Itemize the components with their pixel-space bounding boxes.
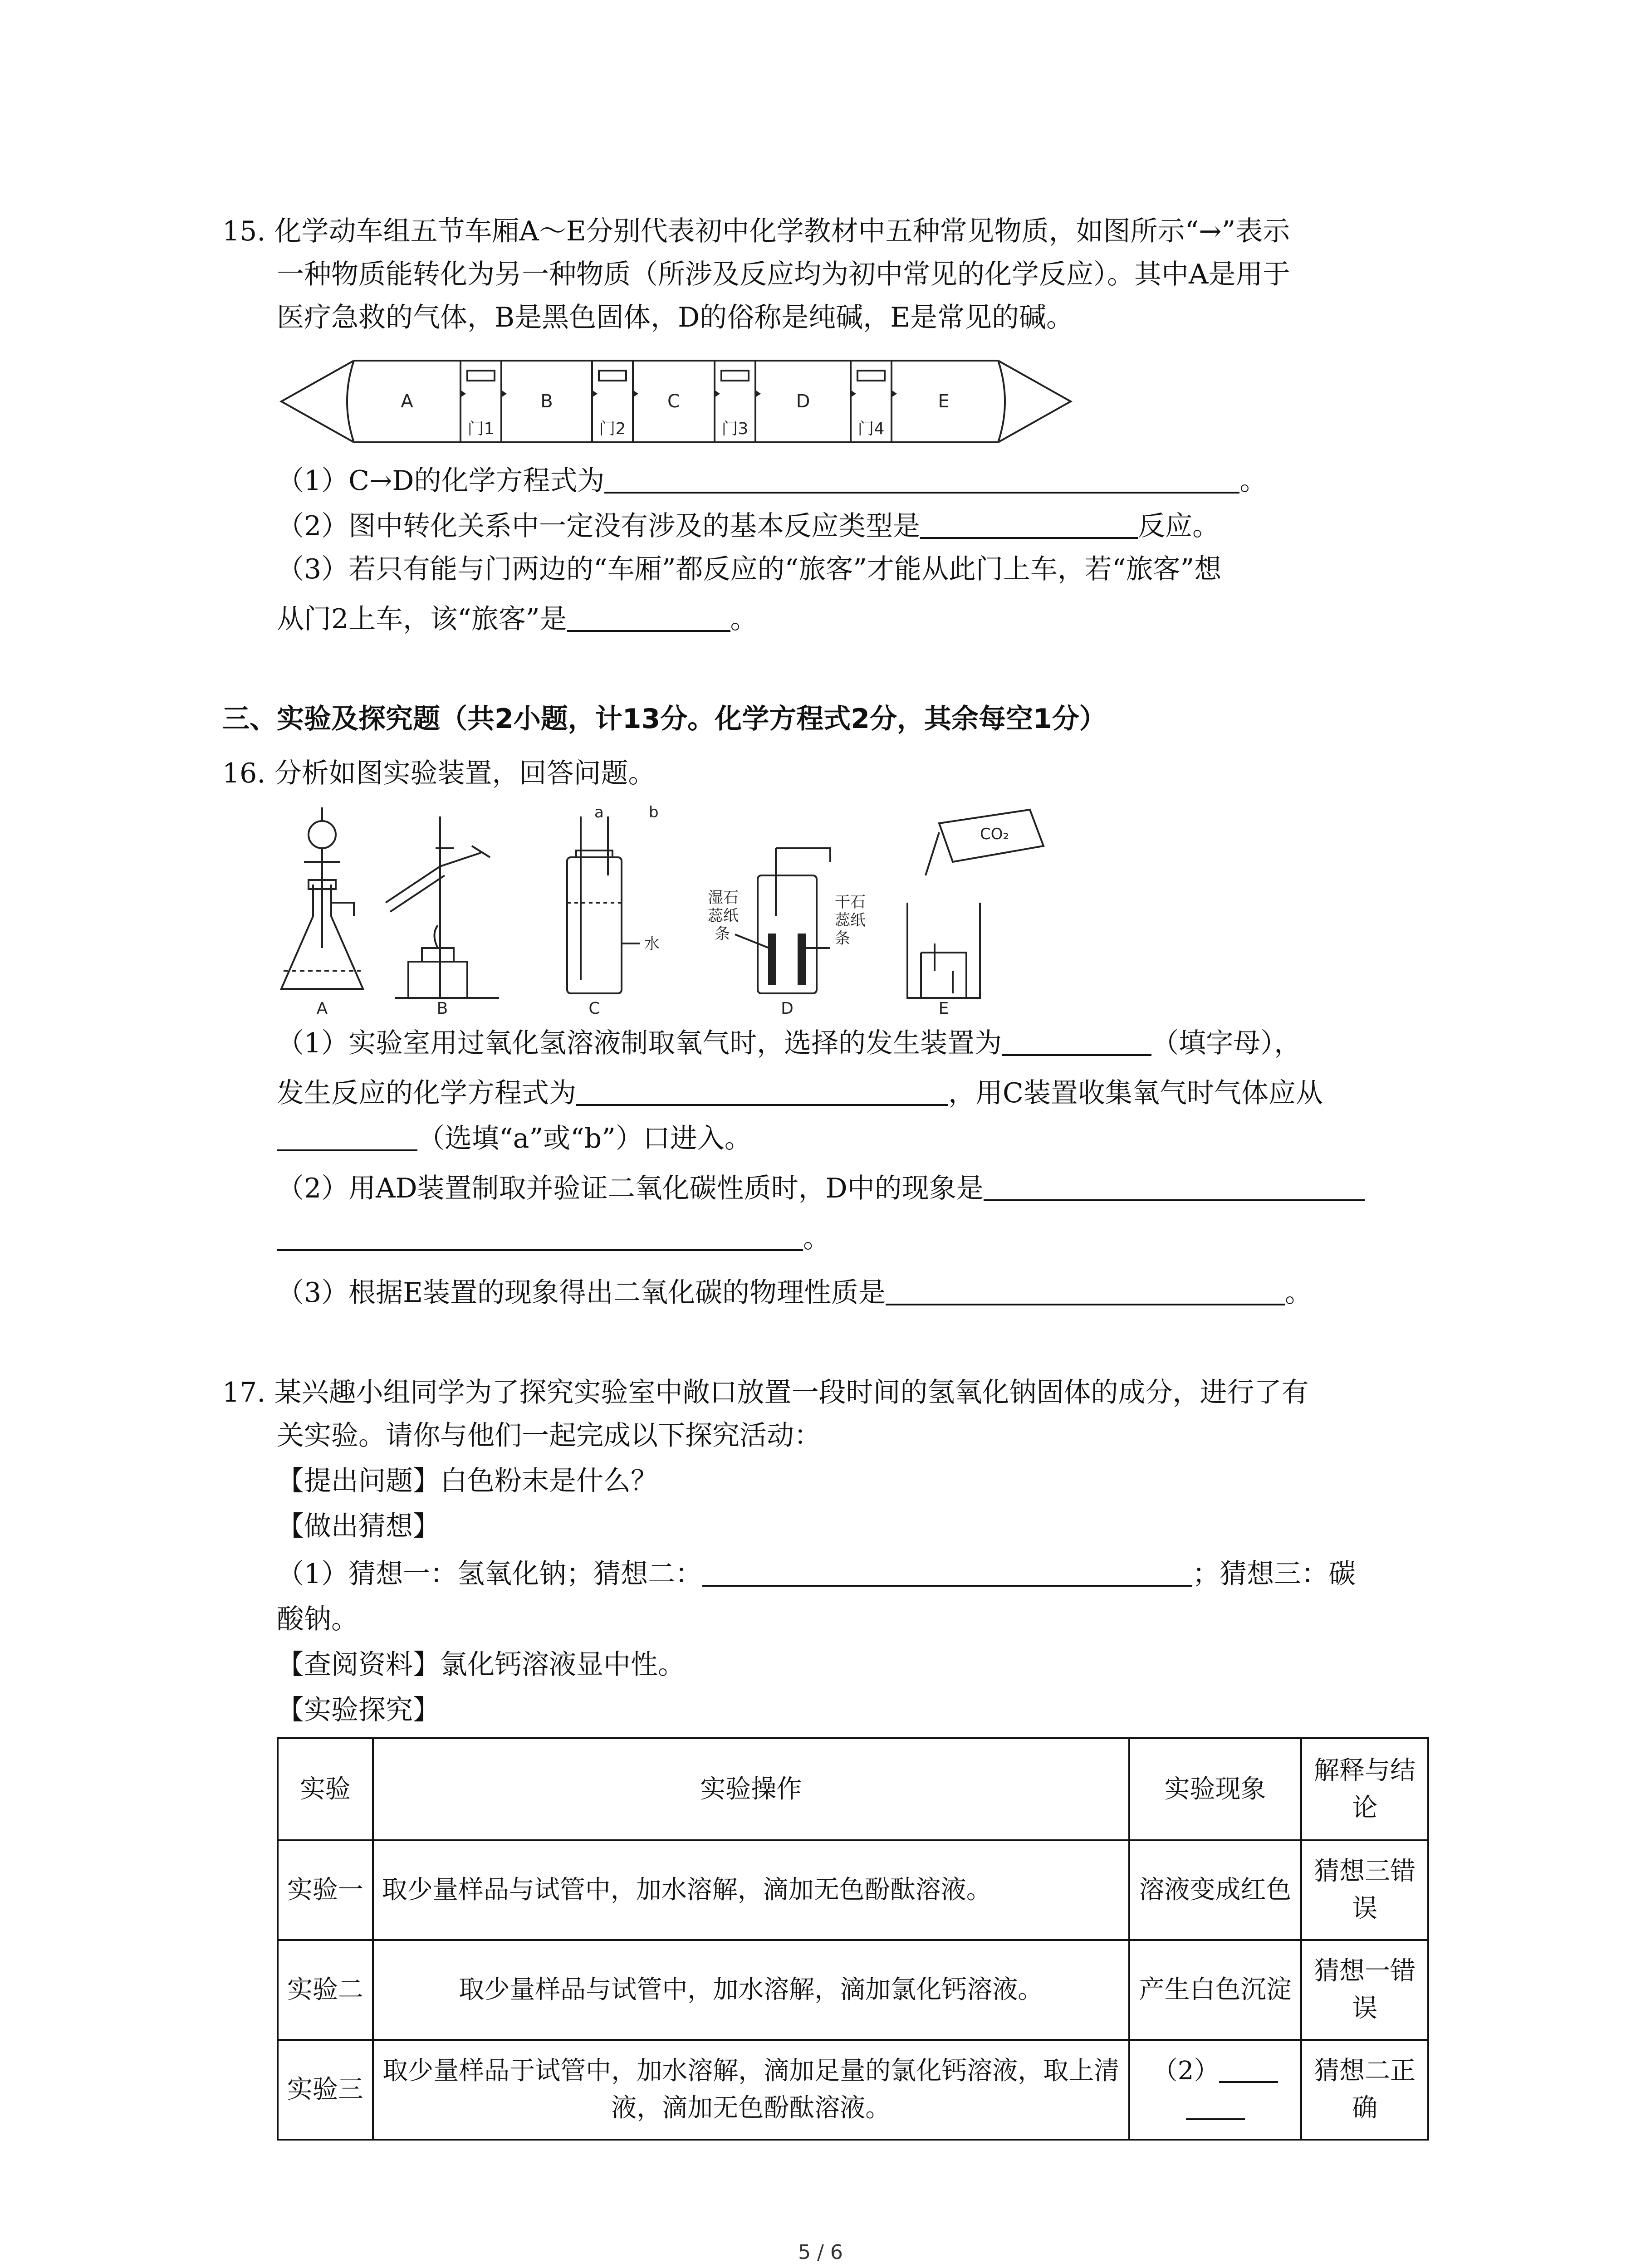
q15-sub3-b xyxy=(277,601,758,637)
q15-line-3: 医疗急救的气体，B是黑色固体，D的俗称是纯碱，E是常见的碱。 xyxy=(277,302,1073,333)
q17-guess-heading: 【做出猜想】 xyxy=(277,1510,440,1542)
q15-sub2-blank[interactable] xyxy=(920,510,1138,539)
q15-sub3-text: 从门2上车，该“旅客”是 xyxy=(277,603,567,635)
q16-sub2-text: （2）用AD装置制取并验证二氧化碳性质时，D中的现象是 xyxy=(277,1173,984,1204)
q15-line-2: 一种物质能转化为另一种物质（所涉及反应均为初中常见的化学反应）。其中A是用于 xyxy=(277,259,1290,290)
q15-sub1-end: 。 xyxy=(1239,465,1267,497)
q16-sub2-blank-1[interactable] xyxy=(984,1172,1365,1201)
q16-sub1-b-mid: ，用C装置收集氧气时气体应从 xyxy=(948,1077,1323,1109)
apparatus-a-label: A xyxy=(316,999,328,1018)
section-3-heading: 三、实验及探究题（共2小题，计13分。化学方程式2分，其余每空1分） xyxy=(222,703,1107,735)
d-left-label-3: 条 xyxy=(715,925,730,943)
apparatus-e-label: E xyxy=(938,999,949,1018)
q15-sub3-blank[interactable] xyxy=(567,603,730,632)
cell-phen: 产生白色沉淀 xyxy=(1129,1940,1302,2040)
q16-sub3-blank[interactable] xyxy=(886,1276,1285,1305)
q16-sub3-end: 。 xyxy=(1284,1277,1312,1309)
cell-concl: 猜想三错误 xyxy=(1301,1840,1428,1940)
table-row xyxy=(278,1840,1428,1940)
cell-concl: 猜想二正确 xyxy=(1301,2040,1428,2140)
q15-sub1 xyxy=(277,463,1267,499)
q16-sub2-blank-2[interactable] xyxy=(277,1222,803,1251)
q17-guess-line-2: 酸钠。 xyxy=(277,1603,358,1635)
q16-intro: 16. 分析如图实验装置，回答问题。 xyxy=(222,758,656,789)
q16-sub2-cont xyxy=(277,1220,830,1256)
car-c-label: C xyxy=(667,391,680,412)
apparatus-d-label: D xyxy=(781,999,794,1018)
q15-sub3-end: 。 xyxy=(730,603,758,635)
q16-sub1-a xyxy=(277,1025,1301,1061)
header-conclusion: 解释与结论 xyxy=(1301,1738,1428,1840)
d-left-label-1: 湿石 xyxy=(708,889,739,907)
e-co2-label: CO₂ xyxy=(980,825,1009,843)
c-port-a: a xyxy=(594,803,604,821)
q17-sub2-blank-2[interactable] xyxy=(1186,2091,1245,2120)
c-port-b: b xyxy=(649,803,659,821)
q16-sub1-a-blank[interactable] xyxy=(1002,1027,1151,1056)
q16-sub1-c-end: （选填“a”或“b”）口进入。 xyxy=(417,1123,752,1154)
d-right-label-3: 条 xyxy=(835,929,850,948)
d-right-label-2: 蕊纸 xyxy=(835,911,866,929)
q17-guess-line xyxy=(277,1556,1356,1592)
q17-guess-blank[interactable] xyxy=(702,1558,1192,1587)
q16-sub1-b-blank[interactable] xyxy=(576,1077,948,1106)
q16-sub3 xyxy=(277,1275,1312,1311)
c-water-label: 水 xyxy=(644,935,660,953)
apparatus-b-label: B xyxy=(436,999,448,1018)
q15-line-1: 15. 化学动车组五节车厢A～E分别代表初中化学教材中五种常见物质，如图所示“→”表示 xyxy=(222,215,1290,247)
cell-op: 取少量样品与试管中，加水溶解，滴加氯化钙溶液。 xyxy=(373,1940,1129,2040)
d-right-label-1: 干石 xyxy=(835,893,866,911)
door-4-label: 门4 xyxy=(857,420,885,438)
d-left-label-2: 蕊纸 xyxy=(708,907,739,925)
cell-op: 取少量样品于试管中，加水溶解，滴加足量的氯化钙溶液，取上清液，滴加无色酚酞溶液。 xyxy=(373,2040,1129,2140)
q16-sub1-b-text: 发生反应的化学方程式为 xyxy=(277,1077,576,1109)
q16-sub1-b xyxy=(277,1075,1323,1111)
header-phenomenon: 实验现象 xyxy=(1129,1738,1302,1840)
q17-guess-end: ；猜想三：碳 xyxy=(1192,1558,1356,1590)
q17-line-1: 17. 某兴趣小组同学为了探究实验室中敞口放置一段时间的氢氧化钠固体的成分，进行了有 xyxy=(222,1377,1309,1408)
car-a-label: A xyxy=(401,391,413,412)
door-2-label: 门2 xyxy=(599,420,626,438)
cell-exp: 实验一 xyxy=(278,1840,373,1940)
car-b-label: B xyxy=(540,391,553,412)
q15-sub1-text: （1）C→D的化学方程式为 xyxy=(277,465,605,497)
q15-sub1-blank[interactable] xyxy=(604,464,1239,494)
q17-info: 【查阅资料】氯化钙溶液显中性。 xyxy=(277,1649,685,1681)
q16-sub1-c-blank[interactable] xyxy=(277,1122,417,1151)
q16-sub2 xyxy=(277,1170,1365,1207)
q17-explore-heading: 【实验探究】 xyxy=(277,1694,440,1726)
q16-sub2-end: 。 xyxy=(803,1222,830,1254)
table-header-row xyxy=(278,1738,1428,1840)
q17-sub2-blank-1[interactable] xyxy=(1219,2054,1278,2083)
q17-guess-text: （1）猜想一：氢氧化钠；猜想二： xyxy=(277,1558,703,1590)
q16-sub1-a-end: （填字母）， xyxy=(1151,1027,1302,1059)
page-number: 5 / 6 xyxy=(798,2241,843,2264)
q16-sub3-text: （3）根据E装置的现象得出二氧化碳的物理性质是 xyxy=(277,1277,886,1309)
header-experiment: 实验 xyxy=(278,1738,373,1840)
table-row xyxy=(278,1940,1428,2040)
q15-sub2-end: 反应。 xyxy=(1138,510,1220,542)
cell-phen: 溶液变成红色 xyxy=(1129,1840,1302,1940)
cell-exp: 实验三 xyxy=(278,2040,373,2140)
header-operation: 实验操作 xyxy=(373,1738,1129,1840)
cell-phen-blank[interactable] xyxy=(1129,2040,1302,2140)
q15-sub3-a: （3）若只有能与门两边的“车厢”都反应的“旅客”才能从此门上车，若“旅客”想 xyxy=(277,553,1222,585)
train-diagram xyxy=(279,356,1073,447)
cell-phen-label: （2） xyxy=(1152,2056,1220,2086)
cell-op: 取少量样品与试管中，加水溶解，滴加无色酚酞溶液。 xyxy=(373,1840,1129,1940)
q17-line-2: 关实验。请你与他们一起完成以下探究活动： xyxy=(277,1420,821,1452)
q17-question-heading: 【提出问题】白色粉末是什么？ xyxy=(277,1465,658,1497)
q15-sub2-text: （2）图中转化关系中一定没有涉及的基本反应类型是 xyxy=(277,510,921,542)
q16-sub1-a-text: （1）实验室用过氧化氢溶液制取氧气时，选择的发生装置为 xyxy=(277,1027,1002,1059)
q15-sub2 xyxy=(277,508,1220,544)
experiment-table xyxy=(277,1737,1429,2141)
door-3-label: 门3 xyxy=(721,420,749,438)
door-1-label: 门1 xyxy=(467,420,495,438)
q16-sub1-c xyxy=(277,1120,752,1157)
cell-exp: 实验二 xyxy=(278,1940,373,2040)
car-d-label: D xyxy=(796,391,810,412)
lab-apparatus-diagram xyxy=(272,798,1066,1025)
apparatus-c-label: C xyxy=(588,999,600,1018)
car-e-label: E xyxy=(938,391,950,412)
cell-concl: 猜想一错误 xyxy=(1301,1940,1428,2040)
table-row xyxy=(278,2040,1428,2140)
